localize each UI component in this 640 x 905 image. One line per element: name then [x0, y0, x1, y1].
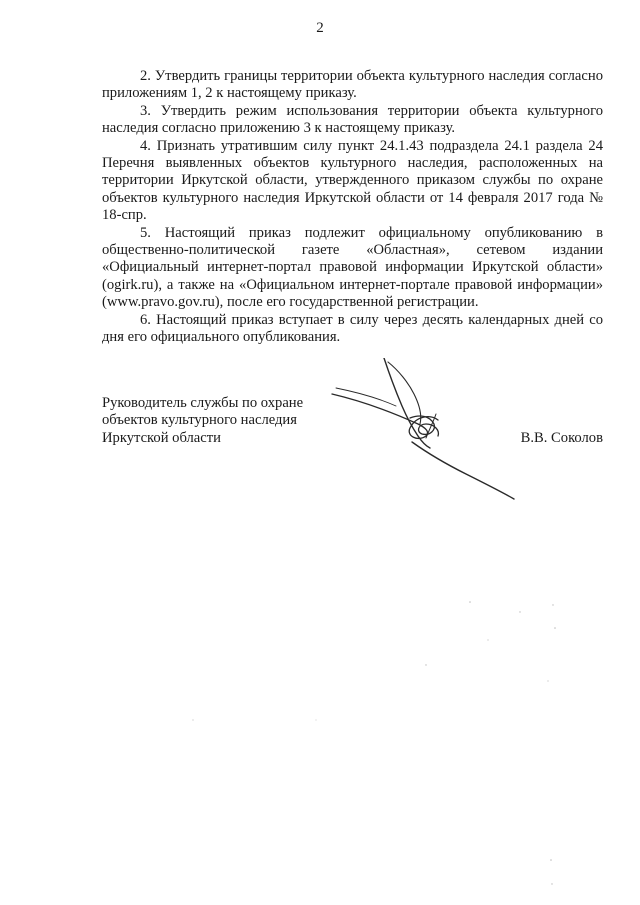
handwritten-signature [326, 358, 526, 503]
paragraph-6: 6. Настоящий приказ вступает в силу через десять календарных дней со дня его официального опубликования. [102, 311, 603, 346]
signer-name: В.В. Соколов [520, 430, 603, 446]
page-number: 2 [316, 20, 324, 36]
signatory-position [102, 395, 303, 447]
paragraph-4: 4. Признать утратившим силу пункт 24.1.43 подраздела 24.1 раздела 24 Перечня выявленных объектов культурного наследия, расположенных на территории Иркутской области, утвержденного приказом службы по охране объектов культурного наследия Иркутской области от 14 февраля 2017 года № 18-спр. [102, 137, 603, 224]
signatory-position-line: Руководитель службы по охране [102, 395, 304, 411]
signatory-position-line: Иркутской области [102, 429, 221, 446]
signatory-position-line: объектов культурного наследия [102, 412, 297, 429]
paragraph-5: 5. Настоящий приказ подлежит официальному опубликованию в общественно-политической газете «Областная», сетевом издании «Официальный интернет-портал правовой информации Иркутской области» (ogirk.ru), а также на «Официальном интернет-портале правовой информации» (www.pravo.gov.ru), после его государственной регистрации. [102, 224, 603, 311]
paragraph-2: 2. Утвердить границы территории объекта культурного наследия согласно приложениям 1, 2 к настоящему приказу. [102, 68, 603, 102]
document-body [102, 68, 603, 347]
paragraph-3: 3. Утвердить режим использования территории объекта культурного наследия согласно приложению 3 к настоящему приказу. [102, 102, 603, 137]
